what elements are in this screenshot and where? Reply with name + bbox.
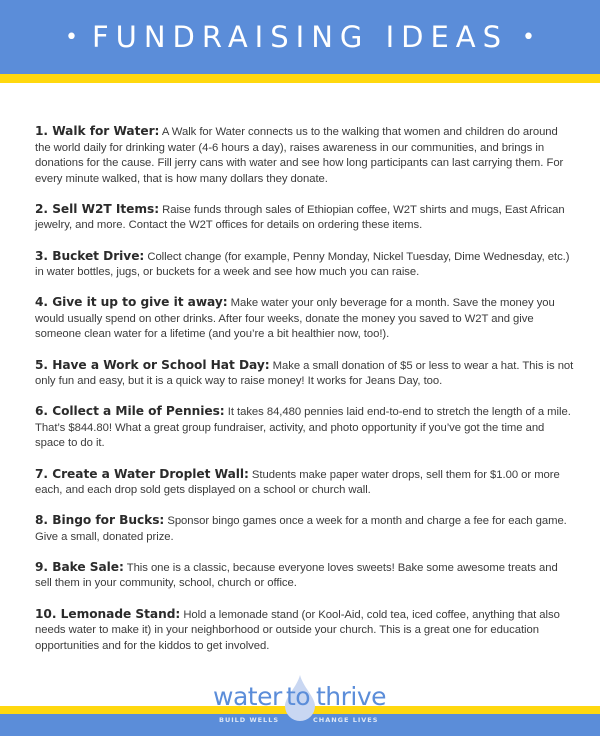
idea-item <box>35 467 575 499</box>
idea-item <box>35 560 575 592</box>
bullet-left: • <box>64 24 78 50</box>
idea-label: 10. Lemonade Stand: <box>35 606 181 621</box>
logo-word-thrive: thrive <box>316 682 387 711</box>
ideas-list <box>35 124 575 669</box>
idea-label: 4. Give it up to give it away: <box>35 295 228 310</box>
idea-item <box>35 124 575 187</box>
header-yellow-stripe <box>0 74 600 83</box>
tagline-change-lives: CHANGE LIVES <box>313 716 379 724</box>
idea-text: Sponsor bingo games once a week for a month and charge a fee for each game. Give a small, donated prize. <box>35 515 567 543</box>
idea-item <box>35 607 575 655</box>
idea-label: 7. Create a Water Droplet Wall: <box>35 466 249 481</box>
page-title <box>0 0 600 74</box>
logo-word-to: to <box>286 682 311 711</box>
idea-text: Make water your only beverage for a month. Save the money you would usually spend on other drinks. After four weeks, donate the money you saved to W2T and give someone clean water for a lifetime (and you’re a bit healthier now, too!). <box>35 297 555 341</box>
title-text: FUNDRAISING IDEAS <box>91 20 509 54</box>
idea-item <box>35 404 575 452</box>
idea-text: Collect change (for example, Penny Monday, Nickel Tuesday, Dime Wednesday, etc.) in water bottles, jugs, or buckets for a week and see how much you can raise. <box>35 250 570 279</box>
idea-label: 9. Bake Sale: <box>35 559 124 574</box>
idea-item <box>35 202 575 234</box>
idea-label: 3. Bucket Drive: <box>35 248 145 263</box>
idea-text: Make a small donation of $5 or less to wear a hat. This is not only fun and easy, but it is a quick way to raise money! It works for Jeans Day, too. <box>35 359 574 388</box>
idea-label: 6. Collect a Mile of Pennies: <box>35 404 225 419</box>
idea-item <box>35 358 575 390</box>
idea-item <box>35 249 575 281</box>
bullet-right: • <box>522 24 536 50</box>
tagline-build-wells: BUILD WELLS <box>219 716 280 724</box>
idea-label: 1. Walk for Water: <box>35 124 160 138</box>
idea-text: This one is a classic, because everyone loves sweets! Bake some awesome treats and sell them in your community, school, church or office. <box>35 561 558 590</box>
idea-text: It takes 84,480 pennies laid end-to-end to stretch the length of a mile. That’s $844.80! What a great group fundraiser, activity, and photo opportunity if you’ve got the time and space to do it. <box>35 406 571 450</box>
idea-label: 2. Sell W2T Items: <box>35 201 160 216</box>
idea-item <box>35 513 575 545</box>
idea-label: 5. Have a Work or School Hat Day: <box>35 357 270 372</box>
idea-text: Raise funds through sales of Ethiopian coffee, W2T shirts and mugs, East African jewelry, and more. Contact the W2T offices for details on ordering these items. <box>35 203 565 232</box>
idea-text: A Walk for Water connects us to the walking that women and children do around the world daily for drinking water (4-6 hours a day), raises awareness in our communities, and brings in donations for the cause. Fill jerry cans with water and see how long participants can last carrying them. For every minute walked, that is how many dollars they donate. <box>35 126 564 185</box>
idea-text: Hold a lemonade stand (or Kool-Aid, cold tea, iced coffee, anything that also needs water to make it) in your neighborhood or outside your church. This is a great one for education opportunities and for the kiddos to get involved. <box>35 608 560 652</box>
idea-label: 8. Bingo for Bucks: <box>35 513 165 528</box>
idea-item <box>35 295 575 343</box>
idea-text: Students make paper water drops, sell them for $1.00 or more each, and each drop sold gets displayed on a school or church wall. <box>35 468 560 497</box>
logo-word-water: water <box>213 682 282 711</box>
